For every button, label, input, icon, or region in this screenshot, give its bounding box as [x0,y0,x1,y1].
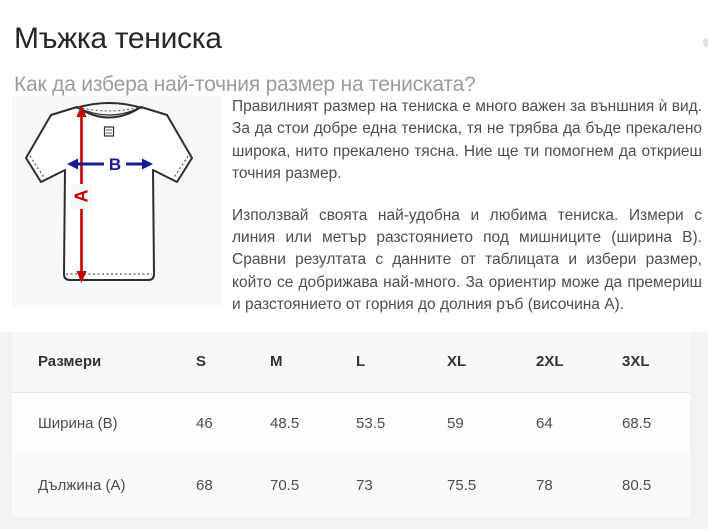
table-row-width [12,392,690,454]
tshirt-diagram-svg [12,96,222,306]
neck-tag [105,127,114,136]
page-title: Мъжка тениска [14,22,222,55]
col-header-m: M [270,332,356,392]
length-xl: 75.5 [447,477,477,494]
intro-paragraph-1: Правилният размер на тениска е много важен за външния ѝ вид. За да стои добре една тениска, тя не трябва да бъде прекалено широка, нито прекалено тясна. Ние ще ти помогнем да откриеш точния размер. [232,98,702,183]
table-row-length [12,454,690,517]
width-m: 48.5 [270,414,300,432]
length-2xl: 78 [536,477,553,494]
width-3xl: 68.5 [622,414,652,432]
page-subtitle: Как да избера най-точния размер на тениската? [14,73,476,96]
col-header-3xl: 3XL [622,332,690,392]
row-label-width: Ширина (B) [38,414,118,432]
length-l: 73 [356,477,373,494]
collar-stitch-line [78,107,140,111]
col-header-sizes: Размери [12,332,196,392]
length-s: 68 [196,477,213,494]
col-header-l: L [356,332,447,392]
col-header-xl: XL [447,332,536,392]
width-s: 46 [196,414,213,432]
tshirt-measurement-diagram [12,96,222,306]
row-label-length: Дължина (A) [38,477,126,494]
size-table [12,332,690,517]
label-a: A [71,189,92,203]
length-3xl: 80.5 [622,477,652,494]
col-header-s: S [196,332,270,392]
width-2xl: 64 [536,414,553,432]
cut-off-edge-element [703,38,708,47]
size-table-section [0,332,708,529]
col-header-2xl: 2XL [536,332,622,392]
length-m: 70.5 [270,477,300,494]
intro-text [232,96,702,317]
label-b: B [108,155,122,174]
width-xl: 59 [447,414,464,432]
width-l: 53.5 [356,414,386,432]
size-table-header-row [12,332,690,392]
intro-paragraph-2: Използвай своята най-удобна и любима тениска. Измери с линия или метър разстоянието под мишниците (ширина B). Сравни резултата с данните от таблицата и избери размер, който се добрижава най-много. За ориентир може да премериш и разстоянието от горния до долния ръб (височина A). [232,206,702,314]
